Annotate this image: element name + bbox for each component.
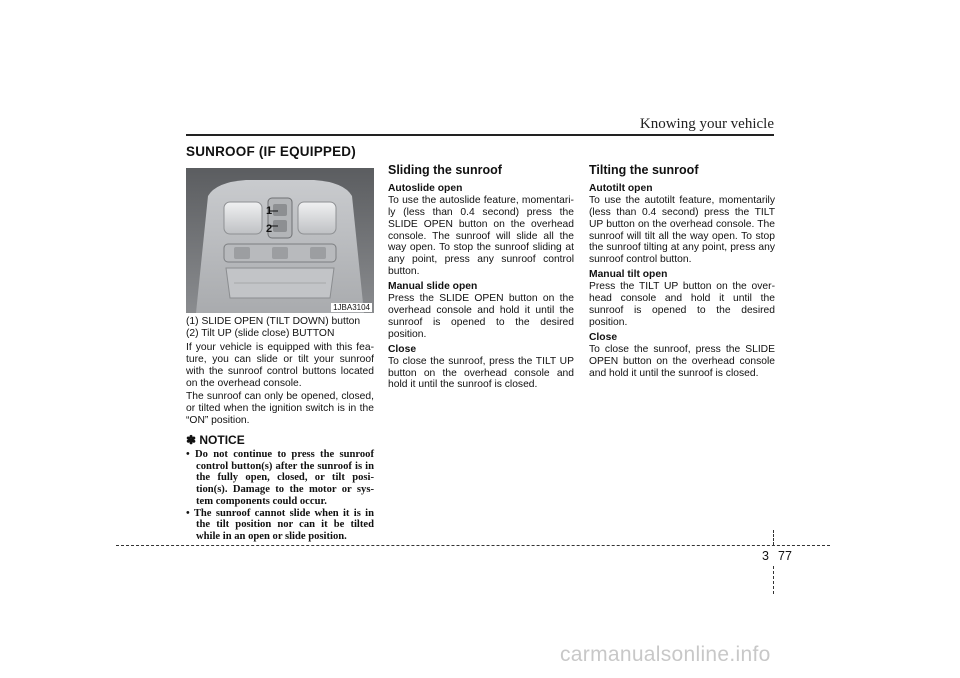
notice-item: • The sunroof cannot slide when it is in the tilt position nor can it be tilted while in an open or slide position. [186,507,374,542]
slide-close-text: To close the sunroof, press the TILT UP button on the overhead console and hold it until the sunroof is closed. [388,355,574,391]
manual-tilt-text: Press the TILT UP button on the over-head console and hold it until the sunroof is opened to the desired position. [589,281,775,328]
footer-divider-upper [773,530,774,545]
slide-close-subheading: Close [388,343,417,355]
intro-paragraph: If your vehicle is equipped with this fea-ture, you can slide or tilt your sunroof with the sunroof control buttons located on the overhead console. [186,341,374,389]
figure-code: 1JBA3104 [333,303,370,312]
autotilt-text: To use the autotilt feature, momentarily (less than 0.4 second) press the TILT UP button on the overhead console. The sunroof will tilt all the way open. To stop the sunroof tilting at any point, press any sunroof control button. [589,194,775,266]
manual-slide-text: Press the SLIDE OPEN button on the overhead console and hold it until the sunroof is opened to the desired position. [388,293,574,340]
autotilt-subheading: Autotilt open [589,182,653,194]
manual-tilt-subheading: Manual tilt open [589,269,668,281]
overhead-console-illustration [186,168,374,313]
footer-rule [116,545,830,546]
page-number: 77 [778,549,792,563]
autoslide-text: To use the autoslide feature, momentari-ly (less than 0.4 second) press the SLIDE OPEN button on the overhead console. The sunroof will slide all the way open. To stop the sunroof sliding at any point, press any sunroof control button. [388,194,574,278]
column-tilting [589,165,775,379]
column-sliding [388,165,574,391]
column-intro [186,316,374,543]
footer-divider-lower [773,566,774,594]
running-header: Knowing your vehicle [639,116,774,132]
tilt-close-text: To close the sunroof, press the SLIDE OPEN button on the overhead console and hold it until the sunroof is closed. [589,343,775,379]
notice-item: • Do not continue to press the sunroof control button(s) after the sunroof is in the fully open, closed, or tilt posi-tion(s). Damage to the motor or sys-tem components could occur. [186,449,374,507]
tilting-heading: Tilting the sunroof [589,163,699,177]
section-title: SUNROOF (IF EQUIPPED) [186,144,356,159]
tilt-close-subheading: Close [589,331,618,343]
caption-slide-open: (1) SLIDE OPEN (TILT DOWN) button [186,316,361,327]
chapter-number: 3 [762,549,769,563]
sliding-heading: Sliding the sunroof [388,163,502,177]
header-rule [186,134,774,136]
callout-1: 1 [266,205,273,217]
notice-list [186,449,374,543]
caption-tilt-up: (2) Tilt UP (slide close) BUTTON [186,327,335,339]
notice-box [186,435,374,543]
watermark: carmanualsonline.info [560,643,771,666]
manual-slide-subheading: Manual slide open [388,281,478,293]
notice-title: ✽ NOTICE [186,433,245,448]
callout-2: 2 [266,223,273,235]
overhead-console-photo [186,168,374,313]
ignition-paragraph: The sunroof can only be opened, closed, or tilted when the ignition switch is in the “ON” position. [186,391,374,427]
autoslide-subheading: Autoslide open [388,182,463,194]
